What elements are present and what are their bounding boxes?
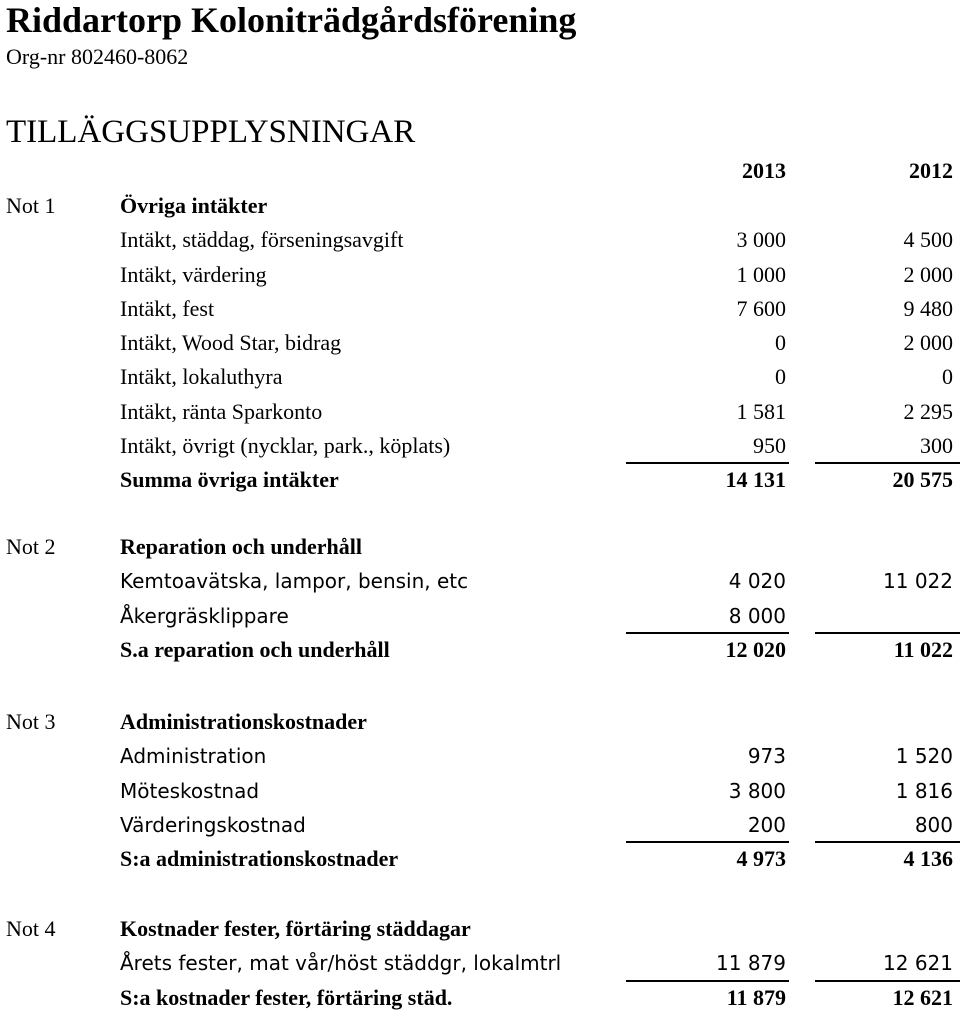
value-2012: 11 022 [883, 569, 953, 594]
value-2012: 9 480 [903, 295, 953, 321]
line-item-row [0, 360, 960, 394]
value-2012: 4 500 [903, 227, 953, 253]
sum-rule-2012 [815, 841, 960, 843]
value-2013: 8 000 [728, 603, 786, 628]
value-2013: 950 [753, 433, 786, 459]
sum-rule-2013 [626, 632, 789, 634]
value-2012: 2 000 [903, 330, 953, 356]
line-item-row [0, 774, 960, 808]
row-label: Administration [120, 744, 267, 769]
line-item-row [0, 395, 960, 429]
note-heading-row [0, 705, 960, 739]
value-2013: 3 000 [736, 227, 786, 253]
row-label: Intäkt, lokaluthyra [120, 364, 283, 390]
note-rows [0, 705, 960, 876]
note-heading: Reparation och underhåll [120, 534, 363, 559]
sum-rule-2013 [626, 841, 789, 843]
row-label: Möteskostnad [120, 778, 260, 803]
line-item-row [0, 326, 960, 360]
sum-row [0, 981, 960, 1015]
note-heading: Administrationskostnader [120, 709, 367, 734]
note-heading: Kostnader fester, förtäring städdagar [120, 916, 471, 941]
note-heading: Övriga intäkter [120, 193, 268, 218]
row-label: Intäkt, värdering [120, 261, 267, 287]
value-2013: 4 973 [736, 846, 786, 872]
row-label: Intäkt, fest [120, 295, 215, 321]
value-2013: 14 131 [725, 467, 786, 493]
association-title: Riddartorp Koloniträdgårdsförening [6, 0, 577, 40]
value-2012: 20 575 [892, 467, 953, 493]
line-item-row [0, 739, 960, 773]
sum-rule-2012 [815, 980, 960, 982]
row-label: Kemtoavätska, lampor, bensin, etc [120, 569, 469, 594]
value-2013: 11 879 [716, 951, 786, 976]
row-label: S.a reparation och underhåll [120, 636, 390, 662]
value-2012: 300 [920, 433, 953, 459]
row-label: Intäkt, övrigt (nycklar, park., köplats) [120, 433, 451, 459]
section-heading: TILLÄGGSUPPLYSNINGAR [6, 114, 416, 150]
row-label: Intäkt, Wood Star, bidrag [120, 330, 342, 356]
line-item-row [0, 223, 960, 257]
line-item-row [0, 292, 960, 326]
value-2013: 7 600 [736, 295, 786, 321]
sum-row [0, 842, 960, 876]
note-heading-row [0, 530, 960, 564]
note-rows [0, 189, 960, 498]
note-heading-row [0, 189, 960, 223]
value-2012: 2 295 [903, 398, 953, 424]
year-header-current: 2013 [742, 158, 786, 183]
sum-row [0, 463, 960, 497]
value-2012: 1 816 [895, 778, 953, 803]
row-label: Årets fester, mat vår/höst städdgr, lokalmtrl [120, 951, 562, 976]
value-2012: 12 621 [883, 951, 953, 976]
value-2013: 1 581 [736, 398, 786, 424]
row-label: Intäkt, städdag, förseningsavgift [120, 227, 404, 253]
value-2013: 3 800 [728, 778, 786, 803]
value-2013: 0 [775, 330, 786, 356]
value-2013: 4 020 [728, 569, 786, 594]
value-2012: 2 000 [903, 261, 953, 287]
value-2012: 1 520 [895, 744, 953, 769]
year-header-previous: 2012 [909, 158, 953, 183]
line-item-row [0, 808, 960, 842]
org-number: Org-nr 802460-8062 [6, 44, 189, 69]
value-2012: 11 022 [893, 636, 953, 662]
value-2012: 0 [942, 364, 953, 390]
value-2013: 11 879 [726, 984, 786, 1010]
line-item-row [0, 564, 960, 598]
value-2012: 12 621 [892, 984, 953, 1010]
note-number: Not 3 [6, 709, 56, 734]
value-2012: 800 [914, 812, 953, 837]
row-label: S:a administrationskostnader [120, 846, 399, 872]
line-item-row [0, 946, 960, 980]
value-2013: 200 [747, 812, 786, 837]
row-label: S:a kostnader fester, förtäring städ. [120, 984, 453, 1010]
row-label: Summa övriga intäkter [120, 467, 339, 493]
note-number: Not 1 [6, 193, 56, 218]
row-label: Intäkt, ränta Sparkonto [120, 398, 323, 424]
line-item-row [0, 599, 960, 633]
line-item-row [0, 429, 960, 463]
sum-row [0, 633, 960, 667]
note-rows [0, 530, 960, 667]
row-label: Värderingskostnad [120, 812, 306, 837]
sum-rule-2013 [626, 462, 789, 464]
value-2012: 4 136 [903, 846, 953, 872]
value-2013: 0 [775, 364, 786, 390]
row-label: Åkergräsklippare [120, 603, 289, 628]
sum-rule-2012 [815, 632, 960, 634]
sum-rule-2013 [626, 980, 789, 982]
value-2013: 1 000 [736, 261, 786, 287]
note-heading-row [0, 912, 960, 946]
line-item-row [0, 258, 960, 292]
value-2013: 973 [747, 744, 786, 769]
note-rows [0, 912, 960, 1015]
note-number: Not 4 [6, 916, 56, 941]
value-2013: 12 020 [725, 636, 786, 662]
sum-rule-2012 [815, 462, 960, 464]
note-number: Not 2 [6, 534, 56, 559]
